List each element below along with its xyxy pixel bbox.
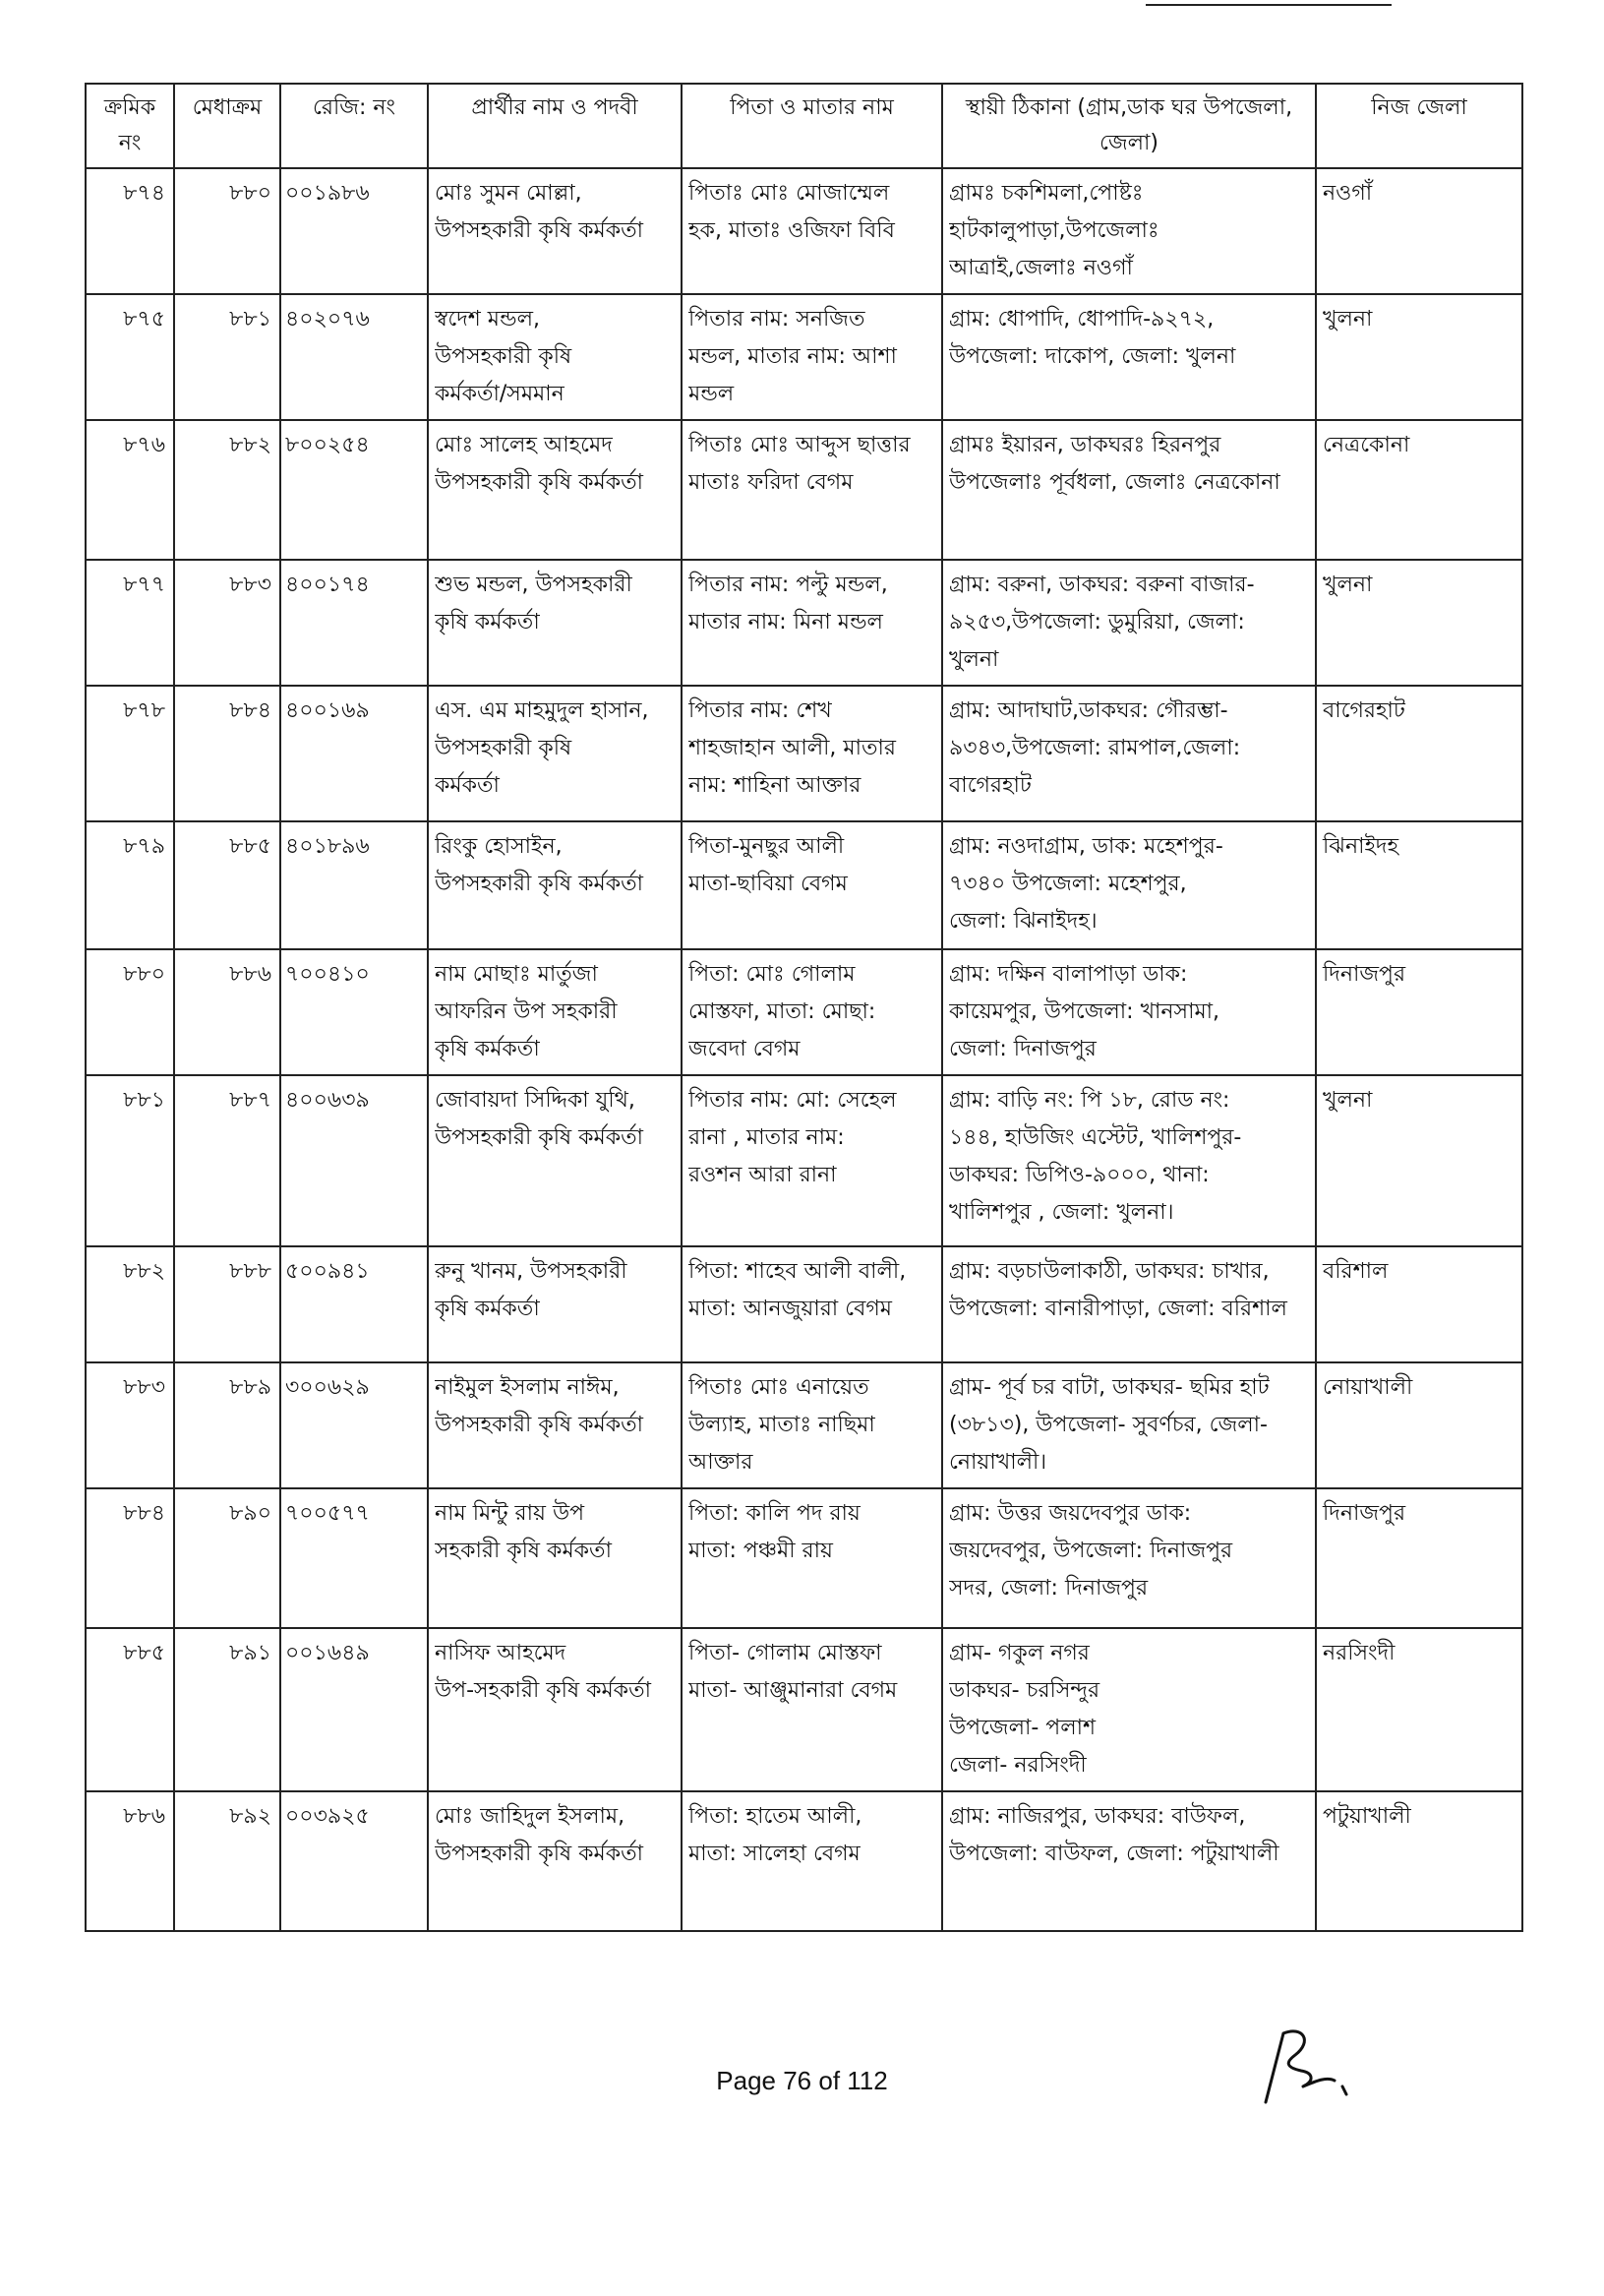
merit-cell: ৮৮৯ — [174, 1362, 280, 1488]
parents-cell-line: মাতা- আঞ্জুমানারা বেগম — [688, 1678, 898, 1703]
name-cell — [428, 560, 682, 686]
district-cell: দিনাজপুর — [1316, 1488, 1522, 1628]
address-cell — [942, 420, 1316, 560]
serial-cell: ৮৭৪ — [86, 168, 174, 294]
table-row — [86, 1362, 1522, 1488]
parents-cell-line: মন্ডল, মাতার নাম: আশা — [688, 344, 897, 369]
address-cell-line: ডাকঘর: ডিপিও-৯০০০, থানা: — [949, 1163, 1210, 1187]
serial-header: ক্রমিক নং — [86, 84, 174, 168]
parents-cell-line: পিতা: শাহেব আলী বালী, — [688, 1259, 907, 1284]
name-cell-line: উপসহকারী কৃষি কর্মকর্তা — [435, 1125, 644, 1150]
address-cell-line: উপজেলাঃ পূর্বধলা, জেলাঃ নেত্রকোনা — [949, 470, 1280, 495]
name-cell-line: স্বদেশ মন্ডল, — [435, 307, 540, 332]
address-cell-line: নোয়াখালী। — [949, 1450, 1047, 1475]
table-row — [86, 1075, 1522, 1246]
serial-cell: ৮৭৬ — [86, 420, 174, 560]
serial-cell: ৮৭৮ — [86, 686, 174, 821]
merit-cell: ৮৯১ — [174, 1628, 280, 1791]
reg-cell: ৭০০৫৭৭ — [280, 1488, 428, 1628]
name-cell — [428, 949, 682, 1075]
address-cell-line: উপজেলা: দাকোপ, জেলা: খুলনা — [949, 344, 1236, 369]
parents-cell-line: হক, মাতাঃ ওজিফা বিবি — [688, 218, 895, 243]
address-cell-line: ৯২৫৩,উপজেলা: ডুমুরিয়া, জেলা: — [949, 610, 1245, 634]
page-number: Page 76 of 112 — [716, 2066, 888, 2095]
address-cell-line: আত্রাই,জেলাঃ নওগাঁ — [949, 256, 1133, 280]
address-header: স্থায়ী ঠিকানা (গ্রাম,ডাক ঘর উপজেলা, জেলা) — [942, 84, 1316, 168]
district-header: নিজ জেলা — [1316, 84, 1522, 168]
name-cell-line: রুনু খানম, উপসহকারী — [435, 1259, 627, 1284]
parents-cell-line: মাতা-ছাবিয়া বেগম — [688, 872, 848, 896]
table-row — [86, 294, 1522, 420]
district-cell: নরসিংদী — [1316, 1628, 1522, 1791]
address-cell — [942, 686, 1316, 821]
address-cell — [942, 1075, 1316, 1246]
parents-cell — [682, 168, 942, 294]
serial-cell: ৮৮২ — [86, 1246, 174, 1362]
serial-cell: ৮৭৯ — [86, 821, 174, 949]
address-cell-line: কায়েমপুর, উপজেলা: খানসামা, — [949, 999, 1220, 1024]
district-cell: বরিশাল — [1316, 1246, 1522, 1362]
district-cell: বাগেরহাট — [1316, 686, 1522, 821]
parents-cell-line: আক্তার — [688, 1450, 753, 1475]
address-cell-line: উপজেলা: বানারীপাড়া, জেলা: বরিশাল — [949, 1297, 1287, 1321]
name-cell-line: উপসহকারী কৃষি কর্মকর্তা — [435, 872, 644, 896]
address-cell — [942, 560, 1316, 686]
reg-cell: ০০১৬৪৯ — [280, 1628, 428, 1791]
reg-cell: ৪০১৮৯৬ — [280, 821, 428, 949]
address-cell — [942, 821, 1316, 949]
parents-cell-line: শাহজাহান আলী, মাতার — [688, 736, 896, 760]
candidate-table — [85, 83, 1523, 1932]
address-cell-line: উপজেলা: বাউফল, জেলা: পটুয়াখালী — [949, 1842, 1279, 1866]
parents-cell — [682, 294, 942, 420]
serial-cell: ৮৮৪ — [86, 1488, 174, 1628]
reg-cell: ৩০০৬২৯ — [280, 1362, 428, 1488]
parents-cell — [682, 949, 942, 1075]
address-cell-line: জেলা- নরসিংদী — [949, 1753, 1087, 1778]
address-cell — [942, 1628, 1316, 1791]
name-cell-line: কৃষি কর্মকর্তা — [435, 610, 540, 634]
reg-cell: ৫০০৯৪১ — [280, 1246, 428, 1362]
parents-cell-line: পিতা- গোলাম মোস্তফা — [688, 1641, 882, 1665]
address-cell-line: গ্রাম: বরুনা, ডাকঘর: বরুনা বাজার- — [949, 573, 1255, 597]
serial-cell: ৮৮৩ — [86, 1362, 174, 1488]
address-cell-line: গ্রাম- গকুল নগর — [949, 1641, 1090, 1665]
address-cell-line: জয়দেবপুর, উপজেলা: দিনাজপুর — [949, 1539, 1233, 1563]
name-cell — [428, 294, 682, 420]
parents-cell-line: পিতা-মুনছুর আলী — [688, 834, 845, 859]
address-cell-line: উপজেলা- পলাশ — [949, 1716, 1097, 1740]
table-row — [86, 821, 1522, 949]
parents-cell-line: পিতা: মোঃ গোলাম — [688, 962, 856, 987]
serial-cell: ৮৮৫ — [86, 1628, 174, 1791]
reg-cell: ৪০০১৬৯ — [280, 686, 428, 821]
address-cell — [942, 949, 1316, 1075]
parents-cell-line: পিতা: হাতেম আলী, — [688, 1804, 862, 1829]
address-cell-line: বাগেরহাট — [949, 773, 1032, 798]
parents-cell-line: রওশন আরা রানা — [688, 1163, 837, 1187]
table-row — [86, 560, 1522, 686]
table-body — [86, 168, 1522, 1931]
merit-cell: ৮৮১ — [174, 294, 280, 420]
merit-cell: ৮৮২ — [174, 420, 280, 560]
reg-cell: ৪০২০৭৬ — [280, 294, 428, 420]
name-cell-line: উপসহকারী কৃষি — [435, 344, 572, 369]
reg-header: রেজি: নং — [280, 84, 428, 168]
name-cell-line: কৃষি কর্মকর্তা — [435, 1037, 540, 1061]
name-cell-line: কর্মকর্তা — [435, 773, 500, 798]
table-row — [86, 1791, 1522, 1931]
table-row — [86, 949, 1522, 1075]
name-cell-line: উপসহকারী কৃষি কর্মকর্তা — [435, 470, 644, 495]
parents-cell-line: মাতা: পঞ্চমী রায় — [688, 1539, 833, 1563]
address-cell-line: জেলা: ঝিনাইদহ। — [949, 909, 1098, 934]
parents-cell-line: পিতাঃ মোঃ আব্দুস ছাত্তার — [688, 433, 911, 457]
parents-cell-line: মাতা: আনজুয়ারা বেগম — [688, 1297, 892, 1321]
parents-cell — [682, 686, 942, 821]
parents-cell-line: মোস্তফা, মাতা: মোছা: — [688, 999, 876, 1024]
table-row — [86, 686, 1522, 821]
name-cell — [428, 821, 682, 949]
name-cell-line: উপসহকারী কৃষি কর্মকর্তা — [435, 218, 644, 243]
parents-cell — [682, 821, 942, 949]
name-cell-line: উপসহকারী কৃষি — [435, 736, 572, 760]
merit-header: মেধাক্রম — [174, 84, 280, 168]
parents-cell — [682, 1628, 942, 1791]
address-cell-line: জেলা: দিনাজপুর — [949, 1037, 1097, 1061]
reg-cell: ৮০০২৫৪ — [280, 420, 428, 560]
district-cell: খুলনা — [1316, 560, 1522, 686]
address-cell — [942, 1246, 1316, 1362]
address-cell-line: গ্রাম: ধোপাদি, ধোপাদি-৯২৭২, — [949, 307, 1215, 332]
parents-cell — [682, 1075, 942, 1246]
merit-cell: ৮৮৩ — [174, 560, 280, 686]
header-rule — [1146, 4, 1392, 6]
name-cell — [428, 168, 682, 294]
merit-cell: ৮৮৪ — [174, 686, 280, 821]
parents-cell-line: পিতাঃ মোঃ এনায়েত — [688, 1375, 869, 1400]
name-header: প্রার্থীর নাম ও পদবী — [428, 84, 682, 168]
name-cell-line: নাইমুল ইসলাম নাঈম, — [435, 1375, 620, 1400]
parents-cell — [682, 1488, 942, 1628]
address-cell-line: ডাকঘর- চরসিন্দুর — [949, 1678, 1100, 1703]
reg-cell: ৪০০১৭৪ — [280, 560, 428, 686]
parents-cell — [682, 1362, 942, 1488]
merit-cell: ৮৮৮ — [174, 1246, 280, 1362]
name-cell-line: নাম মিন্টু রায় উপ — [435, 1501, 585, 1526]
address-cell-line: গ্রামঃ চকশিমলা,পোষ্টঃ — [949, 181, 1144, 206]
address-cell-line: খুলনা — [949, 647, 999, 672]
parents-cell-line: মাতা: সালেহা বেগম — [688, 1842, 861, 1866]
name-cell — [428, 1628, 682, 1791]
name-cell — [428, 420, 682, 560]
reg-cell: ৭০০৪১০ — [280, 949, 428, 1075]
name-cell-line: উপসহকারী কৃষি কর্মকর্তা — [435, 1842, 644, 1866]
name-cell-line: কৃষি কর্মকর্তা — [435, 1297, 540, 1321]
name-cell-line: উপ-সহকারী কৃষি কর্মকর্তা — [435, 1678, 651, 1703]
header-row — [86, 84, 1522, 168]
name-cell — [428, 686, 682, 821]
address-cell-line: ১৪৪, হাউজিং এস্টেট, খালিশপুর- — [949, 1125, 1242, 1150]
parents-cell-line: পিতার নাম: পল্টু মন্ডল, — [688, 573, 888, 597]
address-cell-line: (৩৮১৩), উপজেলা- সুবর্ণচর, জেলা- — [949, 1413, 1268, 1437]
parents-cell-line: জবেদা বেগম — [688, 1037, 801, 1061]
parents-cell-line: পিতার নাম: সনজিত — [688, 307, 865, 332]
district-cell: দিনাজপুর — [1316, 949, 1522, 1075]
parents-cell — [682, 560, 942, 686]
table-row — [86, 1628, 1522, 1791]
reg-cell: ০০৩৯২৫ — [280, 1791, 428, 1931]
merit-cell: ৮৮৫ — [174, 821, 280, 949]
merit-cell: ৮৮৬ — [174, 949, 280, 1075]
name-cell-line: রিংকু হোসাইন, — [435, 834, 563, 859]
parents-cell-line: মাতার নাম: মিনা মন্ডল — [688, 610, 883, 634]
serial-cell: ৮৮৬ — [86, 1791, 174, 1931]
address-cell-line: গ্রাম: বড়চাউলাকাঠী, ডাকঘর: চাখার, — [949, 1259, 1270, 1284]
parents-cell-line: পিতা: কালি পদ রায় — [688, 1501, 861, 1526]
name-cell-line: মোঃ সুমন মোল্লা, — [435, 181, 582, 206]
district-cell: পটুয়াখালী — [1316, 1791, 1522, 1931]
merit-cell: ৮৯০ — [174, 1488, 280, 1628]
district-cell: খুলনা — [1316, 294, 1522, 420]
serial-cell: ৮৮০ — [86, 949, 174, 1075]
name-cell-line: মোঃ জাহিদুল ইসলাম, — [435, 1804, 625, 1829]
address-cell-line: খালিশপুর , জেলা: খুলনা। — [949, 1200, 1174, 1225]
parents-header: পিতা ও মাতার নাম — [682, 84, 942, 168]
merit-cell: ৮৯২ — [174, 1791, 280, 1931]
address-cell-line: সদর, জেলা: দিনাজপুর — [949, 1576, 1149, 1601]
name-cell — [428, 1075, 682, 1246]
parents-cell-line: পিতার নাম: মো: সেহেল — [688, 1088, 897, 1113]
district-cell: নোয়াখালী — [1316, 1362, 1522, 1488]
name-cell-line: কর্মকর্তা/সমমান — [435, 382, 564, 406]
name-cell-line: জোবায়দা সিদ্দিকা যুথি, — [435, 1088, 635, 1113]
address-cell — [942, 1488, 1316, 1628]
signature-mark — [1244, 2022, 1362, 2110]
table-row — [86, 420, 1522, 560]
table-row — [86, 1246, 1522, 1362]
reg-cell: ০০১৯৮৬ — [280, 168, 428, 294]
parents-cell-line: পিতাঃ মোঃ মোজাম্মেল — [688, 181, 890, 206]
address-cell-line: গ্রাম: আদাঘাট,ডাকঘর: গৌরম্ভা- — [949, 698, 1228, 723]
parents-cell-line: উল্যাহ, মাতাঃ নাছিমা — [688, 1413, 875, 1437]
address-cell-line: গ্রাম: নওদাগ্রাম, ডাক: মহেশপুর- — [949, 834, 1223, 859]
address-cell-line: হাটকালুপাড়া,উপজেলাঃ — [949, 218, 1159, 243]
parents-cell-line: নাম: শাহিনা আক্তার — [688, 773, 861, 798]
name-cell-line: নাম মোছাঃ মার্তুজা — [435, 962, 598, 987]
serial-cell: ৮৭৭ — [86, 560, 174, 686]
parents-cell-line: রানা , মাতার নাম: — [688, 1125, 845, 1150]
address-cell-line: গ্রাম: দক্ষিন বালাপাড়া ডাক: — [949, 962, 1188, 987]
serial-cell: ৮৭৫ — [86, 294, 174, 420]
parents-cell — [682, 1791, 942, 1931]
merit-cell: ৮৮৭ — [174, 1075, 280, 1246]
address-cell — [942, 168, 1316, 294]
address-cell — [942, 294, 1316, 420]
merit-cell: ৮৮০ — [174, 168, 280, 294]
table-row — [86, 1488, 1522, 1628]
address-cell-line: গ্রাম- পূর্ব চর বাটা, ডাকঘর- ছমির হাট — [949, 1375, 1270, 1400]
name-cell-line: শুভ মন্ডল, উপসহকারী — [435, 573, 632, 597]
table-row — [86, 168, 1522, 294]
name-cell — [428, 1362, 682, 1488]
district-cell: নওগাঁ — [1316, 168, 1522, 294]
name-cell-line: উপসহকারী কৃষি কর্মকর্তা — [435, 1413, 644, 1437]
parents-cell-line: মাতাঃ ফরিদা বেগম — [688, 470, 854, 495]
address-cell-line: ৯৩৪৩,উপজেলা: রামপাল,জেলা: — [949, 736, 1241, 760]
parents-cell-line: পিতার নাম: শেখ — [688, 698, 832, 723]
name-cell — [428, 1791, 682, 1931]
parents-cell — [682, 1246, 942, 1362]
name-cell-line: এস. এম মাহমুদুল হাসান, — [435, 698, 649, 723]
address-cell — [942, 1362, 1316, 1488]
district-cell: নেত্রকোনা — [1316, 420, 1522, 560]
reg-cell: ৪০০৬৩৯ — [280, 1075, 428, 1246]
name-cell-line: আফরিন উপ সহকারী — [435, 999, 618, 1024]
address-cell — [942, 1791, 1316, 1931]
address-cell-line: গ্রাম: উত্তর জয়দেবপুর ডাক: — [949, 1501, 1192, 1526]
address-cell-line: গ্রাম: বাড়ি নং: পি ১৮, রোড নং: — [949, 1088, 1230, 1113]
name-cell — [428, 1246, 682, 1362]
name-cell-line: নাসিফ আহমেদ — [435, 1641, 566, 1665]
address-cell-line: গ্রাম: নাজিরপুর, ডাকঘর: বাউফল, — [949, 1804, 1246, 1829]
district-cell: ঝিনাইদহ — [1316, 821, 1522, 949]
name-cell-line: মোঃ সালেহ আহমেদ — [435, 433, 613, 457]
parents-cell-line: মন্ডল — [688, 382, 735, 406]
serial-cell: ৮৮১ — [86, 1075, 174, 1246]
name-cell-line: সহকারী কৃষি কর্মকর্তা — [435, 1539, 612, 1563]
district-cell: খুলনা — [1316, 1075, 1522, 1246]
address-cell-line: ৭৩৪০ উপজেলা: মহেশপুর, — [949, 872, 1187, 896]
address-cell-line: গ্রামঃ ইয়ারন, ডাকঘরঃ হিরনপুর — [949, 433, 1221, 457]
parents-cell — [682, 420, 942, 560]
name-cell — [428, 1488, 682, 1628]
